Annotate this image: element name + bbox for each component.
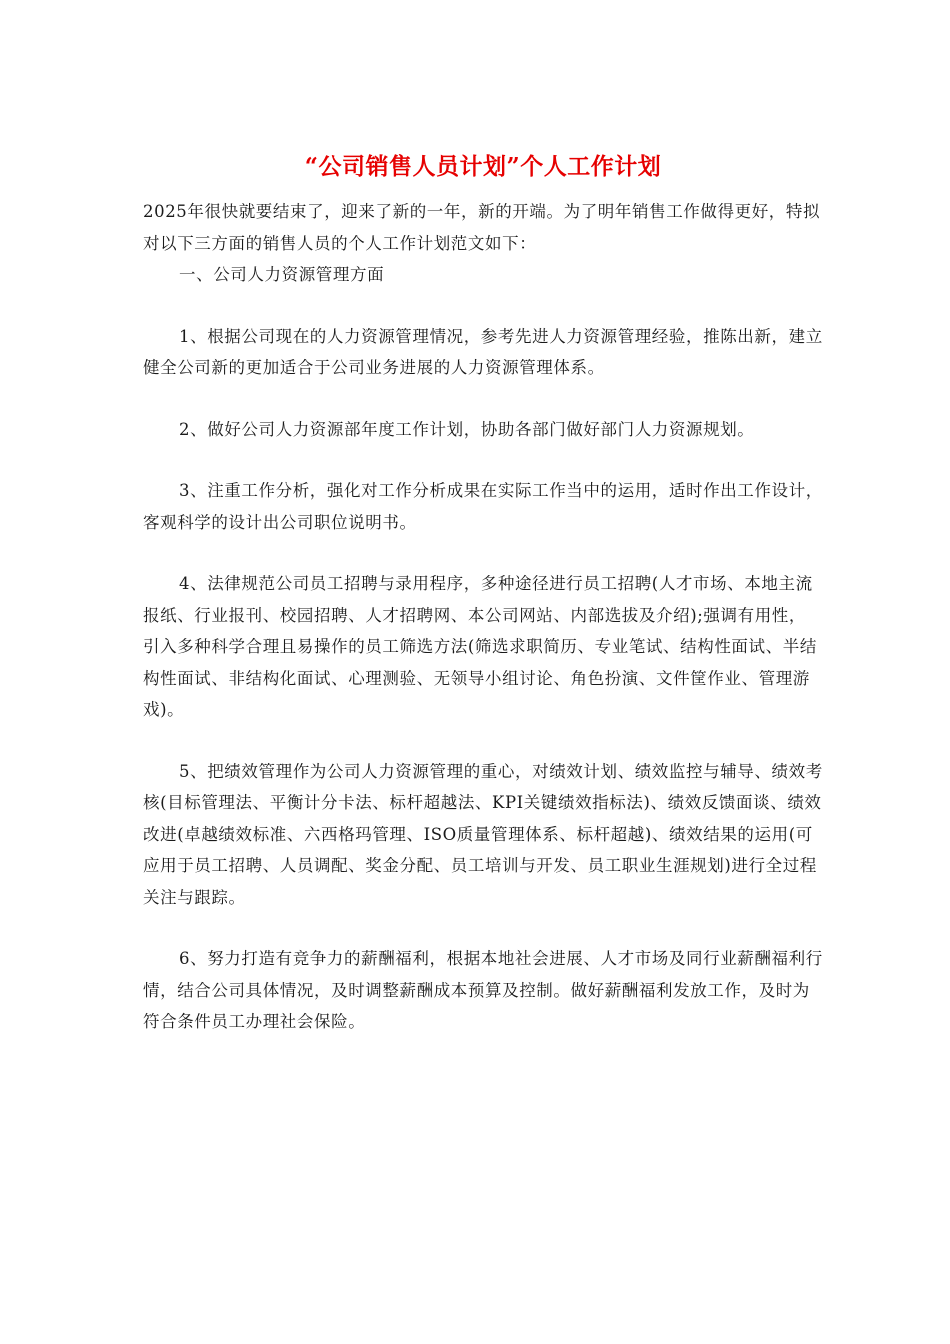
list-item: 4、法律规范公司员工招聘与录用程序，多种途径进行员工招聘(人才市场、本地主流报纸、行业报刊、校园招聘、人才招聘网、本公司网站、内部选拔及介绍);强调有用性，引入多种科学合理且易操作的员工筛选方法(筛选求职简历、专业笔试、结构性面试、半结构性面试、非结构化面试、心理测验、无领导小组讨论、角色扮演、文件筐作业、管理游戏)。 — [143, 574, 817, 719]
list-item: 6、努力打造有竞争力的薪酬福利，根据本地社会进展、人才市场及同行业薪酬福利行情，结合公司具体情况，及时调整薪酬成本预算及控制。做好薪酬福利发放工作，及时为符合条件员工办理社会保险。 — [143, 949, 823, 1031]
list-item: 2、做好公司人力资源部年度工作计划，协助各部门做好部门人力资源规划。 — [179, 419, 755, 439]
list-item: 5、把绩效管理作为公司人力资源管理的重心，对绩效计划、绩效监控与辅导、绩效考核(目标管理法、平衡计分卡法、标杆超越法、KPI关键绩效指标法)、绩效反馈面谈、绩效改进(卓越绩效标准、六西格玛管理、ISO质量管理体系、标杆超越)、绩效结果的运用(可应用于员工招聘、人员调配、奖金分配、员工培训与开发、员工职业生涯规划)进行全过程关注与跟踪。 — [143, 761, 823, 907]
document-content — [143, 150, 823, 1038]
intro-paragraph: 2025年很快就要结束了，迎来了新的一年，新的开端。为了明年销售工作做得更好，特拟对以下三方面的销售人员的个人工作计划范文如下： — [143, 202, 821, 253]
section-heading: 一、公司人力资源管理方面 — [179, 265, 385, 284]
list-item: 1、根据公司现在的人力资源管理情况，参考先进人力资源管理经验，推陈出新，建立健全公司新的更加适合于公司业务进展的人力资源管理体系。 — [143, 326, 823, 377]
list-item: 3、注重工作分析，强化对工作分析成果在实际工作当中的运用，适时作出工作设计，客观科学的设计出公司职位说明书。 — [143, 481, 823, 532]
document-title: “公司销售人员计划”个人工作计划 — [304, 153, 662, 180]
